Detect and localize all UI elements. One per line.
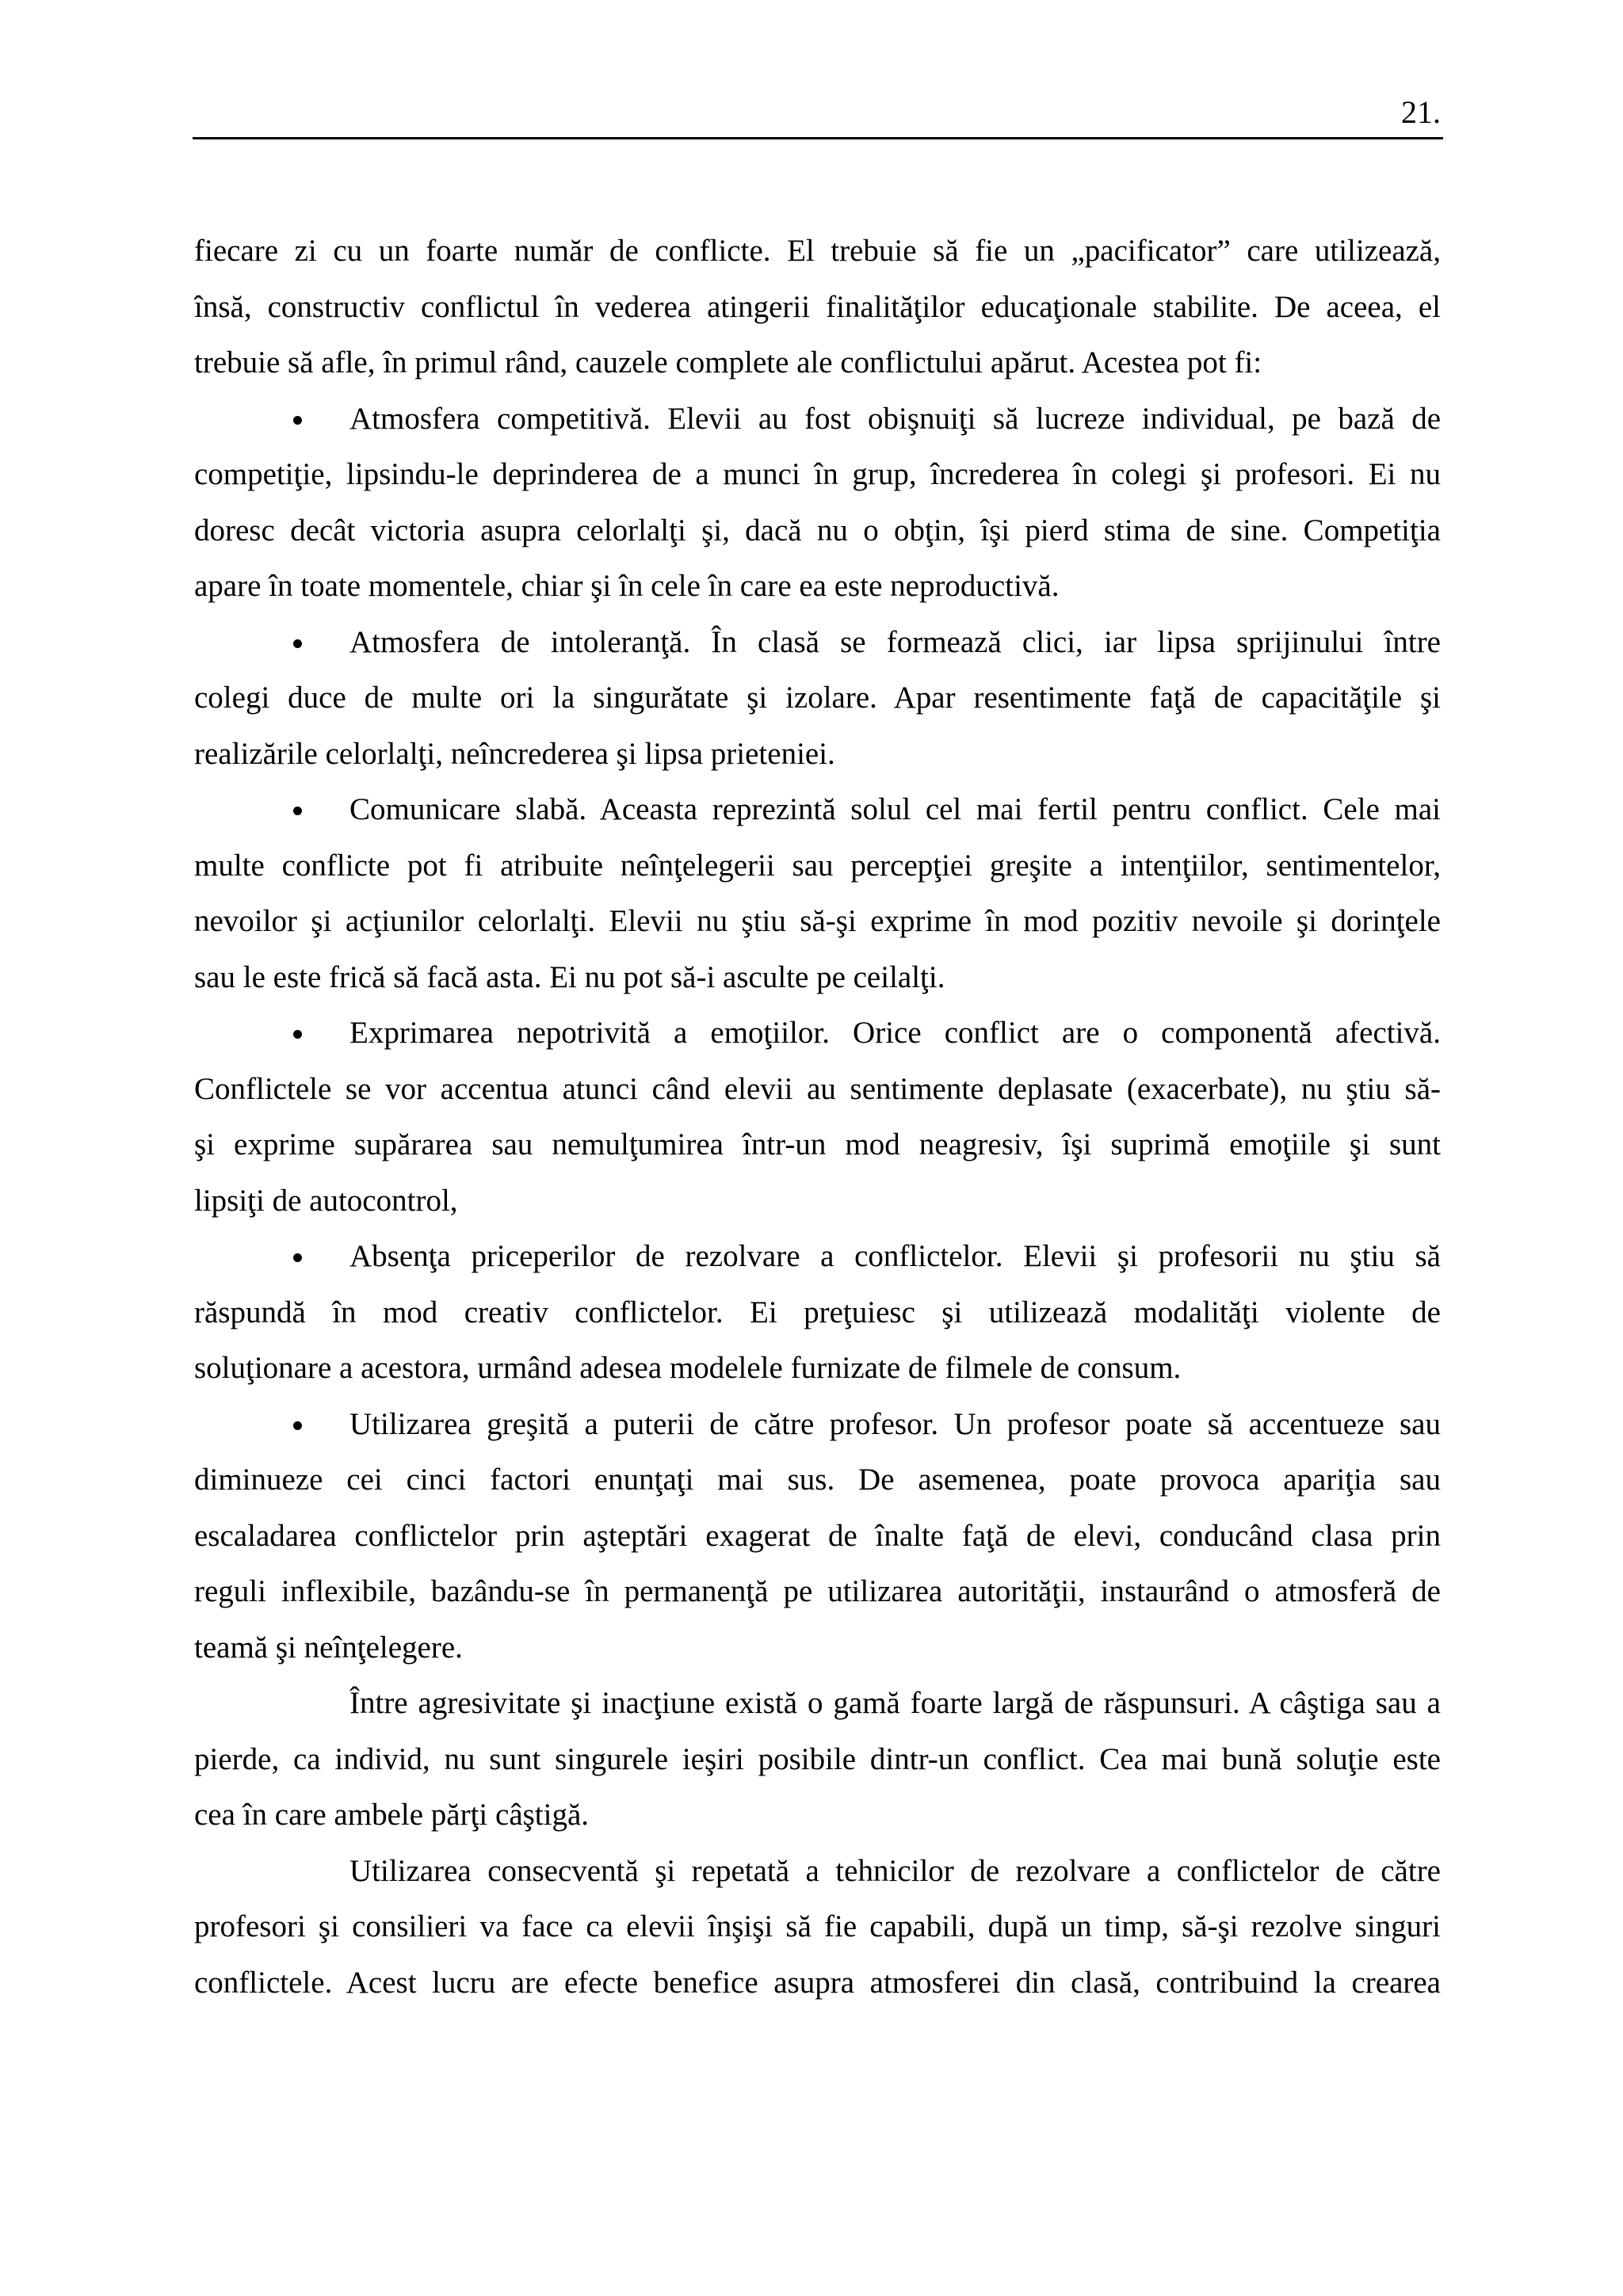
bullet-icon xyxy=(293,1253,302,1262)
bullet-text: Utilizarea greşită a puterii de către profesor. Un profesor poate să accentueze sau xyxy=(349,1406,1441,1441)
text-line: trebuie să afle, în primul rând, cauzele complete ale conflictului apărut. Acestea pot fi: xyxy=(194,345,1262,379)
bullet-icon xyxy=(293,639,302,648)
bullet-line xyxy=(194,391,1441,448)
text-line: realizările celorlalţi, neîncrederea şi lipsa prieteniei. xyxy=(194,736,835,771)
bullet-icon xyxy=(293,416,302,425)
page-number: 21. xyxy=(1401,94,1441,130)
text-line: nevoilor şi acţiunilor celorlalţi. Elevii nu ştiu să-şi exprime în mod pozitiv nevoile şi dorinţele xyxy=(194,904,1441,938)
bullet-line xyxy=(194,1397,1441,1453)
text-line: răspundă în mod creativ conflictelor. Ei preţuiesc şi utilizează modalităţi violente de xyxy=(194,1295,1441,1329)
bullet-text: Exprimarea nepotrivită a emoţiilor. Orice conflict are o componentă afectivă. xyxy=(349,1016,1441,1050)
text-line: soluţionare a acestora, urmând adesea modelele furnizate de filmele de consum. xyxy=(194,1351,1182,1385)
text-line: reguli inflexibile, bazându-se în permanenţă pe utilizarea autorităţii, instaurând o atmosferă de xyxy=(194,1574,1441,1608)
bullet-text: Atmosfera competitivă. Elevii au fost obişnuiţi să lucreze individual, pe bază de xyxy=(349,401,1441,436)
bullet-icon xyxy=(293,1030,302,1039)
text-line: Conflictele se vor accentua atunci când elevii au sentimente deplasate (exacerbate), nu ştiu să- xyxy=(194,1071,1441,1106)
text-line: cea în care ambele părţi câştigă. xyxy=(194,1798,590,1832)
bullet-line xyxy=(194,615,1441,671)
text-line: Între agresivitate şi inacţiune există o gamă foarte largă de răspunsuri. A câştiga sau a xyxy=(349,1686,1441,1720)
text-line: sau le este frică să facă asta. Ei nu pot să-i asculte pe ceilalţi. xyxy=(194,959,945,994)
bullet-line xyxy=(194,782,1441,838)
text-line: colegi duce de multe ori la singurătate şi izolare. Apar resentimente faţă de capacităţile şi xyxy=(194,681,1441,715)
bullet-line xyxy=(194,1229,1441,1285)
bullet-line xyxy=(194,1005,1441,1062)
text-line: fiecare zi cu un foarte număr de conflicte. El trebuie să fie un „pacificator” care utilizează, xyxy=(194,234,1441,268)
text-line: şi exprime supărarea sau nemulţumirea într-un mod neagresiv, îşi suprimă emoţiile şi sunt xyxy=(194,1127,1441,1161)
body-text xyxy=(194,223,1441,2011)
text-line: Utilizarea consecventă şi repetată a tehnicilor de rezolvare a conflictelor de către xyxy=(349,1853,1441,1888)
text-line: profesori şi consilieri va face ca elevii înşişi să fie capabili, după un timp, să-şi rezolve singuri xyxy=(194,1909,1441,1943)
bullet-text: Atmosfera de intoleranţă. În clasă se formează clici, iar lipsa sprijinului între xyxy=(349,624,1441,659)
text-line: apare în toate momentele, chiar şi în cele în care ea este neproductivă. xyxy=(194,569,1060,603)
bullet-icon xyxy=(293,1421,302,1430)
text-line: pierde, ca individ, nu sunt singurele ieşiri posibile dintr-un conflict. Cea mai bună soluţie este xyxy=(194,1741,1441,1776)
text-line: lipsiţi de autocontrol, xyxy=(194,1183,458,1218)
text-line: escaladarea conflictelor prin aşteptări exagerat de înalte faţă de elevi, conducând clasa prin xyxy=(194,1518,1441,1553)
bullet-text: Comunicare slabă. Aceasta reprezintă solul cel mai fertil pentru conflict. Cele mai xyxy=(349,792,1441,826)
text-line: diminueze cei cinci factori enunţaţi mai sus. De asemenea, poate provoca apariţia sau xyxy=(194,1463,1441,1497)
text-line: conflictele. Acest lucru are efecte benefice asupra atmosferei din clasă, contribuind la crearea xyxy=(194,1965,1441,2000)
text-line: multe conflicte pot fi atribuite neînţelegerii sau percepţiei greşite a intenţiilor, sentimentelor, xyxy=(194,848,1441,883)
text-line: teamă şi neînţelegere. xyxy=(194,1630,463,1665)
bullet-text: Absenţa priceperilor de rezolvare a conflictelor. Elevii şi profesorii nu ştiu să xyxy=(349,1239,1441,1273)
text-line: doresc decât victoria asupra celorlalţi şi, dacă nu o obţin, îşi pierd stima de sine. Competiţia xyxy=(194,513,1441,547)
bullet-icon xyxy=(293,807,302,815)
header-rule xyxy=(193,137,1443,139)
text-line: însă, constructiv conflictul în vederea atingerii finalităţilor educaţionale stabilite. De aceea, el xyxy=(194,289,1441,324)
text-line: competiţie, lipsindu-le deprinderea de a munci în grup, încrederea în colegi şi profesori. Ei nu xyxy=(194,457,1441,491)
